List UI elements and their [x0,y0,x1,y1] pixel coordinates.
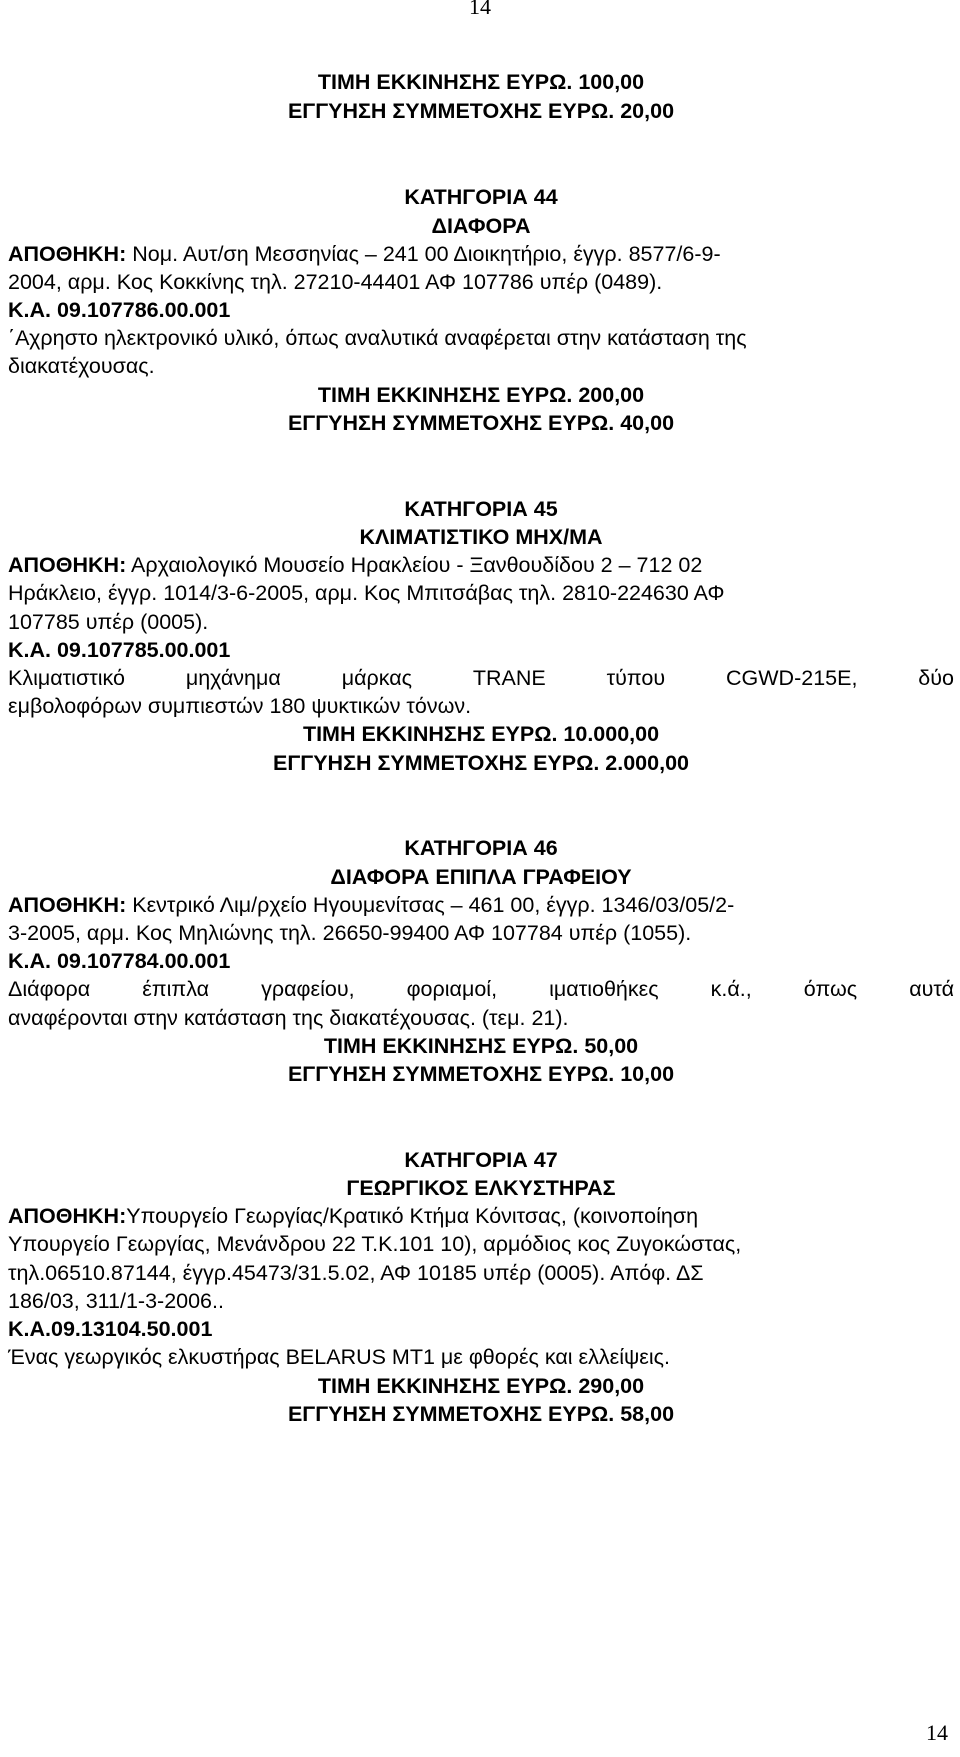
cat45-price: ΤΙΜΗ ΕΚΚΙΝΗΣΗΣ ΕΥΡΩ. 10.000,00 [302,722,660,746]
cat47-subtitle: ΓΕΩΡΓΙΚΟΣ ΕΛΚΥΣΤΗΡΑΣ [346,1176,616,1200]
page-number-top: 14 [469,0,491,19]
storage-label: ΑΠΟΘΗΚΗ: [8,242,127,266]
cat47-desc-line1: Ένας γεωργικός ελκυστήρας BELARUS MT1 με φθορές και ελλείψεις. [8,1345,670,1369]
storage-label: ΑΠΟΘΗΚΗ: [8,893,127,917]
intro-price: ΤΙΜΗ ΕΚΚΙΝΗΣΗΣ ΕΥΡΩ. 100,00 [317,70,645,94]
cat45-code: Κ.Α. 09.107785.00.001 [8,638,231,662]
cat45-desc-line1: Κλιματιστικό μηχάνημα μάρκας TRANE τύπου CGWD-215E, δύο [8,666,954,690]
cat46-storage-line2: 3-2005, αρμ. Κος Μηλιώνης τηλ. 26650-99400 ΑΦ 107784 υπέρ (1055). [8,921,692,945]
page-number-bottom: 14 [926,1720,948,1745]
storage-text: Νομ. Αυτ/ση Μεσσηνίας – 241 00 Διοικητήριο, έγγρ. 8577/6-9- [126,242,721,266]
cat44-desc-line2: διακατέχουσας. [8,354,155,378]
cat47-storage [8,1202,954,1230]
cat44-price: ΤΙΜΗ ΕΚΚΙΝΗΣΗΣ ΕΥΡΩ. 200,00 [317,383,645,407]
storage-label: ΑΠΟΘΗΚΗ: [8,1204,127,1228]
cat46-storage [8,891,954,919]
cat44-storage [8,240,954,268]
cat46-price: ΤΙΜΗ ΕΚΚΙΝΗΣΗΣ ΕΥΡΩ. 50,00 [323,1034,639,1058]
storage-text: Κεντρικό Λιμ/ρχείο Ηγουμενίτσας – 461 00, έγγρ. 1346/03/05/2- [126,893,735,917]
intro-guarantee: ΕΓΓΥΗΣΗ ΣΥΜΜΕΤΟΧΗΣ ΕΥΡΩ. 20,00 [287,99,675,123]
cat46-desc-line2: αναφέρονται στην κατάσταση της διακατέχουσας. (τεμ. 21). [8,1006,569,1030]
cat45-storage-line3: 107785 υπέρ (0005). [8,610,209,634]
cat45-storage-line2: Ηράκλειο, έγγρ. 1014/3-6-2005, αρμ. Κος Μπιτσάβας τηλ. 2810-224630 ΑΦ [8,581,725,605]
cat47-storage-line4: 186/03, 311/1-3-2006.. [8,1289,224,1313]
cat47-storage-line3: τηλ.06510.87144, έγγρ.45473/31.5.02, ΑΦ 10185 υπέρ (0005). Απόφ. ΔΣ [8,1261,704,1285]
cat47-title: ΚΑΤΗΓΟΡΙΑ 47 [404,1148,558,1172]
cat45-desc-line2: εμβολοφόρων συμπιεστών 180 ψυκτικών τόνων. [8,694,472,718]
cat45-title: ΚΑΤΗΓΟΡΙΑ 45 [404,497,558,521]
cat47-price: ΤΙΜΗ ΕΚΚΙΝΗΣΗΣ ΕΥΡΩ. 290,00 [317,1374,645,1398]
storage-text: Υπουργείο Γεωργίας/Κρατικό Κτήμα Κόνιτσας, (κοινοποίηση [126,1204,699,1228]
cat44-guarantee: ΕΓΓΥΗΣΗ ΣΥΜΜΕΤΟΧΗΣ ΕΥΡΩ. 40,00 [287,411,675,435]
storage-text: Αρχαιολογικό Μουσείο Ηρακλείου - Ξανθουδίδου 2 – 712 02 [126,553,703,577]
cat44-subtitle: ΔΙΑΦΟΡΑ [431,214,531,238]
cat45-storage [8,551,954,579]
cat47-code: Κ.Α.09.13104.50.001 [8,1317,213,1341]
cat44-desc-line1: ΄Αχρηστο ηλεκτρονικό υλικό, όπως αναλυτικά αναφέρεται στην κατάσταση της [8,326,747,350]
cat47-guarantee: ΕΓΓΥΗΣΗ ΣΥΜΜΕΤΟΧΗΣ ΕΥΡΩ. 58,00 [287,1402,675,1426]
cat46-code: Κ.Α. 09.107784.00.001 [8,949,231,973]
storage-label: ΑΠΟΘΗΚΗ: [8,553,127,577]
cat46-title: ΚΑΤΗΓΟΡΙΑ 46 [404,836,558,860]
cat46-desc-line1: Διάφορα έπιπλα γραφείου, φοριαμοί, ιματιοθήκες κ.ά., όπως αυτά [8,977,954,1001]
cat44-title: ΚΑΤΗΓΟΡΙΑ 44 [404,185,558,209]
cat46-guarantee: ΕΓΓΥΗΣΗ ΣΥΜΜΕΤΟΧΗΣ ΕΥΡΩ. 10,00 [287,1062,675,1086]
cat45-guarantee: ΕΓΓΥΗΣΗ ΣΥΜΜΕΤΟΧΗΣ ΕΥΡΩ. 2.000,00 [273,751,689,775]
cat44-storage-line2: 2004, αρμ. Κος Κοκκίνης τηλ. 27210-44401 ΑΦ 107786 υπέρ (0489). [8,270,663,294]
cat47-storage-line2: Υπουργείο Γεωργίας, Μενάνδρου 22 Τ.Κ.101 10), αρμόδιος κος Ζυγοκώστας, [8,1232,742,1256]
cat46-subtitle: ΔΙΑΦΟΡΑ ΕΠΙΠΛΑ ΓΡΑΦΕΙΟΥ [330,865,632,889]
cat44-code: Κ.Α. 09.107786.00.001 [8,298,231,322]
cat45-subtitle: ΚΛΙΜΑΤΙΣΤΙΚΟ ΜΗΧ/ΜΑ [359,525,603,549]
